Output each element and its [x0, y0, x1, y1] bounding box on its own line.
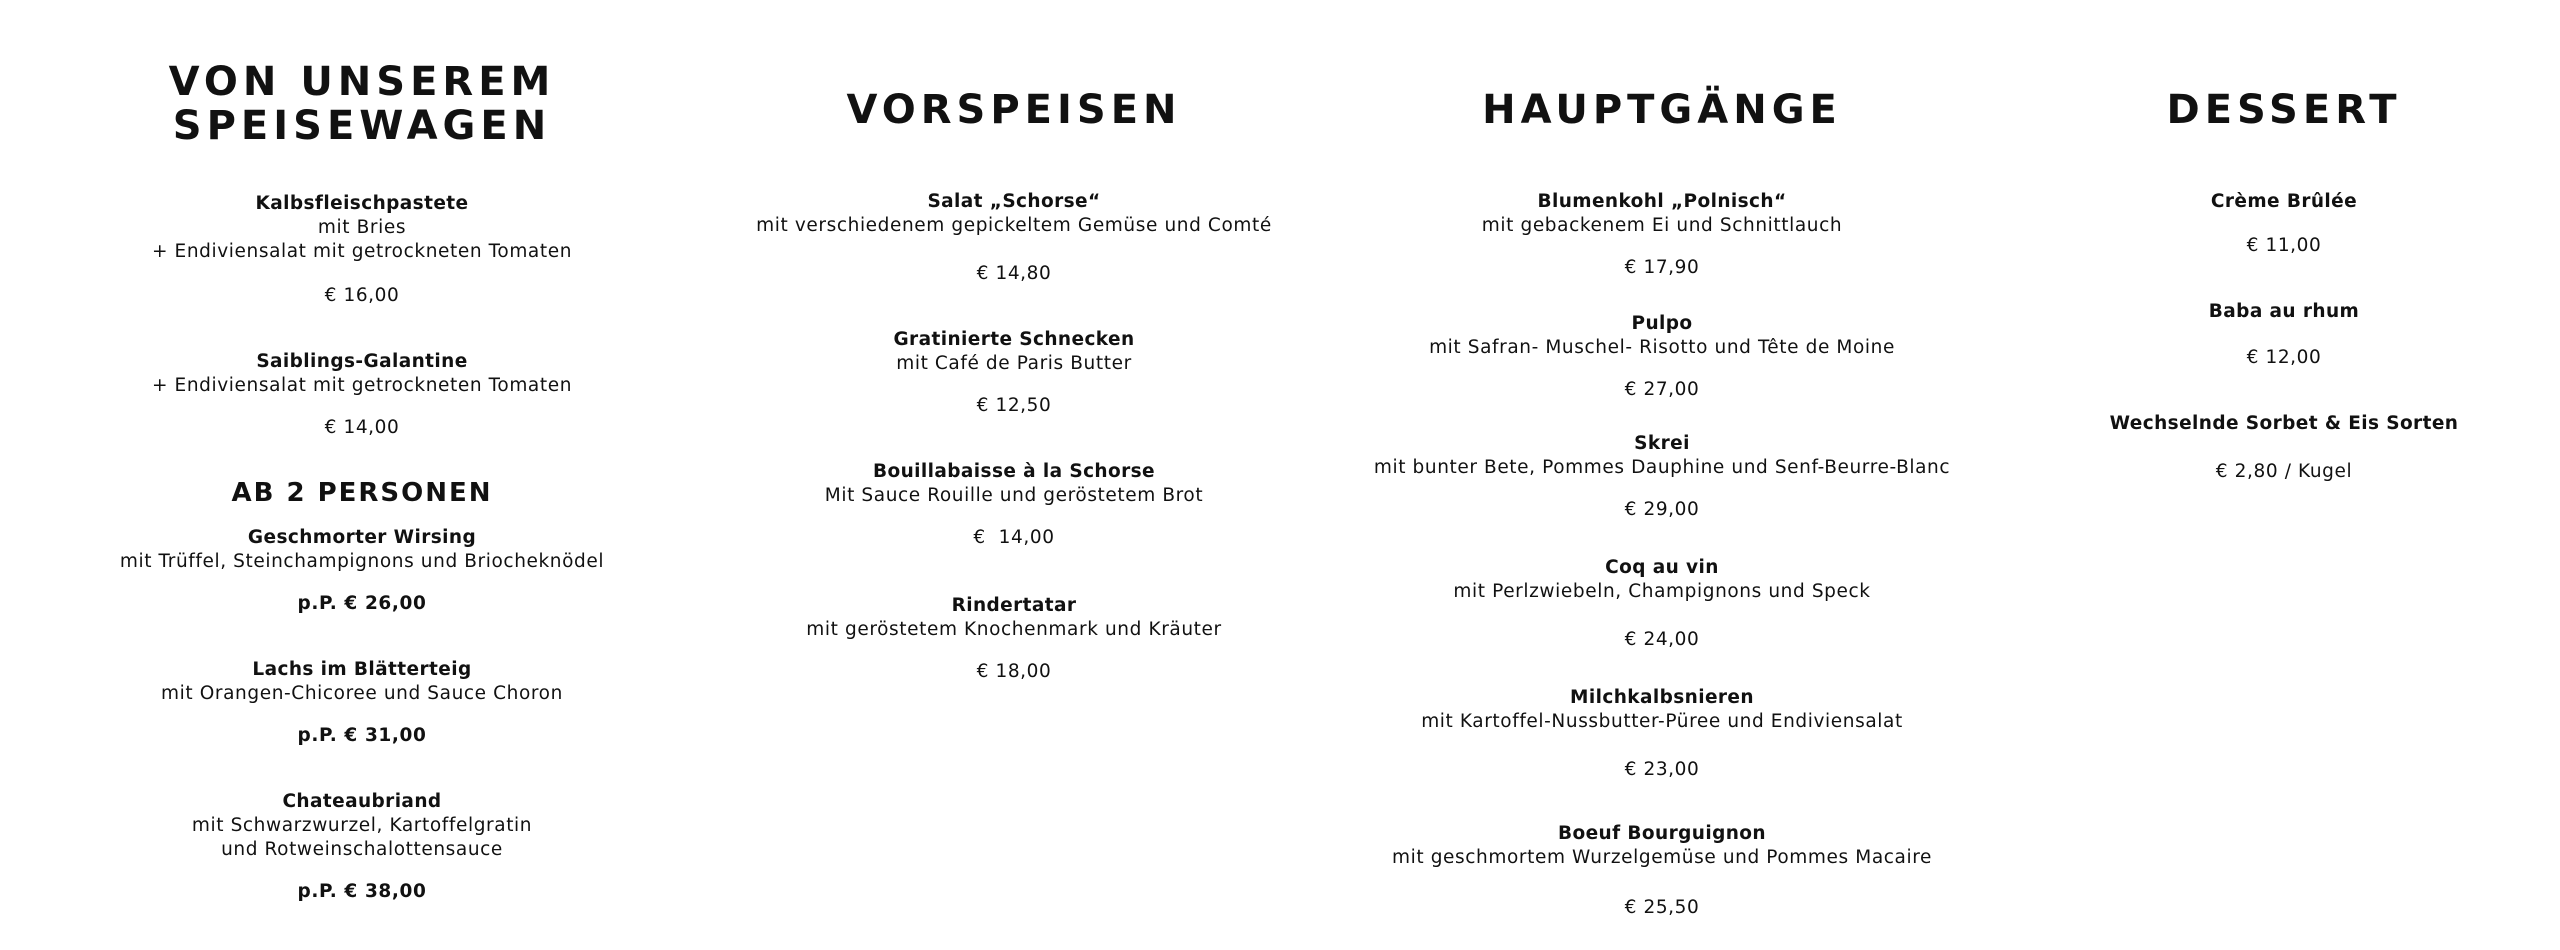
- menu-item: [1984, 190, 2560, 214]
- menu-item-name: Wechselnde Sorbet & Eis Sorten: [2109, 413, 2459, 434]
- menu-item-description: mit Safran- Muschel- Risotto und Tête de Moine: [1429, 337, 1895, 358]
- menu-item-description: + Endiviensalat mit getrockneten Tomaten: [151, 375, 573, 396]
- menu-item-price: p.P. € 38,00: [297, 881, 427, 902]
- menu-item: [714, 328, 1314, 376]
- menu-item: [714, 460, 1314, 508]
- menu-item-name: Gratinierte Schnecken: [893, 329, 1135, 350]
- menu-item-price: € 11,00: [2246, 235, 2322, 256]
- menu-item-name: Crème Brûlée: [2210, 191, 2358, 212]
- menu-item-name: Coq au vin: [1605, 557, 1719, 578]
- menu-item: [1362, 556, 1962, 604]
- menu-item-price: € 18,00: [976, 661, 1052, 682]
- menu-item-price: € 17,90: [1624, 257, 1700, 278]
- section-heading-vorspeisen: VORSPEISEN: [846, 87, 1182, 133]
- menu-item-price: € 27,00: [1624, 379, 1700, 400]
- menu-item-description: mit Kartoffel-Nussbutter-Püree und Endiviensalat: [1421, 711, 1903, 732]
- menu-item: [1362, 822, 1962, 870]
- menu-item-price: € 24,00: [1624, 629, 1700, 650]
- menu-item-description: mit Café de Paris Butter: [896, 353, 1132, 374]
- menu-item-name: Kalbsfleischpastete: [255, 193, 469, 214]
- menu-item-price: € 14,80: [976, 263, 1052, 284]
- menu-item-description: mit verschiedenem gepickeltem Gemüse und Comté: [756, 215, 1272, 236]
- menu-item-name: Chateaubriand: [282, 791, 442, 812]
- menu-item: [1362, 190, 1962, 238]
- menu-item: [62, 526, 662, 574]
- menu-item-description: mit Schwarzwurzel, Kartoffelgratin: [191, 815, 533, 836]
- menu-item: [62, 350, 662, 398]
- menu-item-name: Lachs im Blätterteig: [252, 659, 472, 680]
- menu-item-description: mit geschmortem Wurzelgemüse und Pommes Macaire: [1392, 847, 1932, 868]
- menu-item-name: Salat „Schorse“: [927, 191, 1101, 212]
- menu-item: [1984, 412, 2560, 436]
- menu-item-name: Baba au rhum: [2208, 301, 2360, 322]
- section-heading-dessert: DESSERT: [2166, 87, 2402, 133]
- section-heading-speisewagen: [62, 60, 662, 148]
- menu-item-name: Blumenkohl „Polnisch“: [1537, 191, 1787, 212]
- menu-item-description: mit geröstetem Knochenmark und Kräuter: [806, 619, 1222, 640]
- menu-item-name: Pulpo: [1631, 313, 1693, 334]
- menu-item-price: € 12,00: [2246, 347, 2322, 368]
- menu-item-description: mit Perlzwiebeln, Champignons und Speck: [1453, 581, 1871, 602]
- menu-item-price: € 23,00: [1624, 759, 1700, 780]
- menu-item: [1362, 432, 1962, 480]
- heading-line-2: SPEISEWAGEN: [172, 103, 552, 149]
- menu-item-description: + Endiviensalat mit getrockneten Tomaten: [151, 241, 573, 262]
- menu-item-description: mit gebackenem Ei und Schnittlauch: [1481, 215, 1843, 236]
- menu-item-price: € 14,00: [324, 417, 400, 438]
- menu-item-name: Saiblings-Galantine: [256, 351, 468, 372]
- menu-item: [62, 192, 662, 264]
- menu-item-description: mit Trüffel, Steinchampignons und Briocheknödel: [119, 551, 605, 572]
- menu-item-name: Rindertatar: [951, 595, 1077, 616]
- menu-item-description: mit Orangen-Chicoree und Sauce Choron: [161, 683, 563, 704]
- menu-item: [1362, 686, 1962, 734]
- section-heading-hauptgaenge: HAUPTGÄNGE: [1482, 87, 1842, 133]
- section-subheading-ab-2-personen: AB 2 PERSONEN: [231, 478, 493, 508]
- menu-item-price: € 25,50: [1624, 897, 1700, 918]
- menu-item-name: Milchkalbsnieren: [1570, 687, 1754, 708]
- menu-item: [1984, 300, 2560, 324]
- menu-item-price: p.P. € 26,00: [297, 593, 427, 614]
- menu-item-name: Skrei: [1634, 433, 1690, 454]
- heading-line-1: VON UNSEREM: [168, 59, 556, 105]
- menu-item-name: Boeuf Bourguignon: [1558, 823, 1766, 844]
- menu-item-description: und Rotweinschalottensauce: [221, 839, 503, 860]
- menu-item-price: € 29,00: [1624, 499, 1700, 520]
- menu-item-description: Mit Sauce Rouille und geröstetem Brot: [824, 485, 1204, 506]
- menu-item: [714, 594, 1314, 642]
- menu-item-name: Bouillabaisse à la Schorse: [872, 461, 1155, 482]
- menu-item: [62, 790, 662, 862]
- menu-item-description: mit Bries: [317, 217, 407, 238]
- menu-item-name: Geschmorter Wirsing: [247, 527, 477, 548]
- menu-item: [62, 658, 662, 706]
- menu-item: [1362, 312, 1962, 360]
- menu-item-price: € 12,50: [976, 395, 1052, 416]
- menu-item-price: p.P. € 31,00: [297, 725, 427, 746]
- menu-item-price: € 2,80 / Kugel: [2215, 461, 2353, 482]
- menu-item-description: mit bunter Bete, Pommes Dauphine und Senf-Beurre-Blanc: [1373, 457, 1951, 478]
- menu-item: [714, 190, 1314, 238]
- menu-item-price: € 16,00: [324, 285, 400, 306]
- menu-item-price: € 14,00: [973, 527, 1055, 548]
